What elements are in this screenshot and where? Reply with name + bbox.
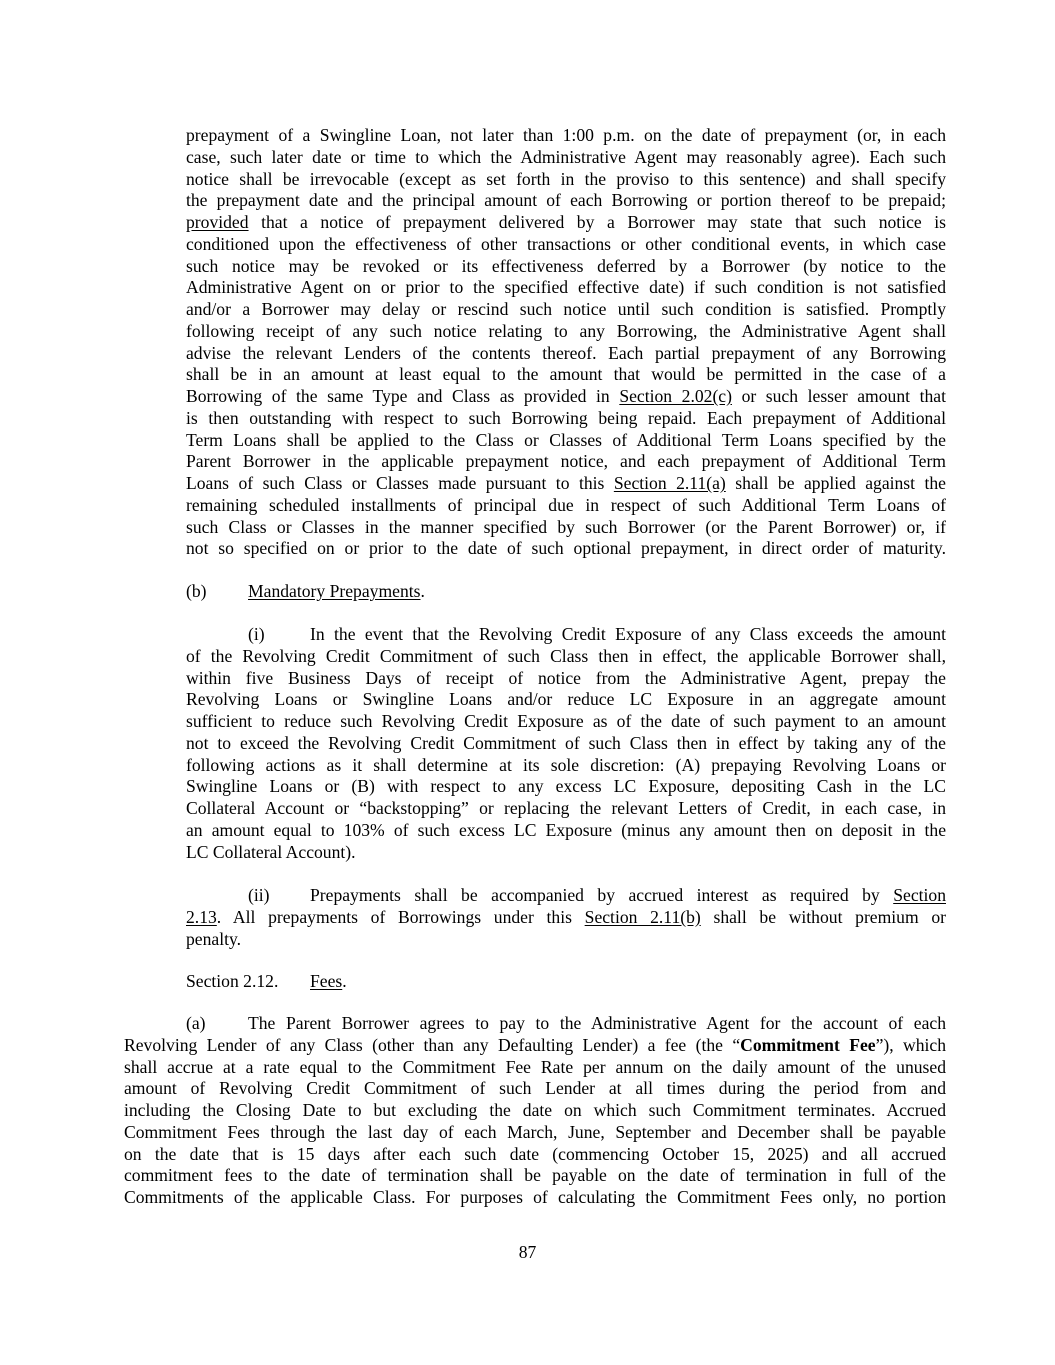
commitment-fee-defined-term: Commitment Fee [740, 1034, 876, 1055]
section-2-12-title: Fees [310, 971, 343, 991]
paragraph-b-i [186, 624, 946, 863]
text-line: (i) In the event that the Revolving Credit Exposure of any Class exceeds the amount [248, 624, 946, 644]
text-line: on the date that is 15 days after each such date (commencing October 15, 2025) and all accrued [124, 1143, 946, 1164]
text-line: provided that a notice of prepayment delivered by a Borrower may state that such notice is [186, 212, 946, 232]
text-line: Collateral Account or “backstopping” or replacing the relevant Letters of Credit, in each case, in [186, 798, 946, 818]
paragraph-ii-label: (ii) [248, 885, 270, 905]
text-line: amount of Revolving Credit Commitment of such Lender at all times during the period from and [124, 1078, 946, 1099]
text-line: notice shall be irrevocable (except as set forth in the proviso to this sentence) and shall specify [186, 168, 946, 189]
text-line: shall accrue at a rate equal to the Commitment Fee Rate per annum on the daily amount of the unused [124, 1056, 946, 1077]
section-2-12-label: Section 2.12. [186, 971, 279, 991]
text-line: is then outstanding with respect to such Borrowing being repaid. Each prepayment of Additional [186, 407, 946, 428]
text-line: LC Collateral Account). [186, 841, 356, 862]
text-line: penalty. [186, 928, 242, 949]
text-line: Borrowing of the same Type and Class as provided in Section 2.02(c) or such lesser amount that [186, 386, 946, 406]
paragraph-i-label: (i) [248, 624, 265, 644]
heading-b-title: Mandatory Prepayments [248, 581, 421, 601]
text-line: remaining scheduled installments of principal due in respect of such Additional Term Loans of [186, 494, 946, 515]
paragraph-a-label: (a) [186, 1013, 206, 1033]
text-line: Commitments of the applicable Class. For purposes of calculating the Commitment Fees only, no portion [124, 1187, 946, 1207]
section-2-11b-reference: Section 2.11(b) [584, 906, 701, 927]
text-line: not so specified on or prior to the date of such optional prepayment, in direct order of maturity. [186, 538, 946, 559]
heading-b-label: (b) [186, 581, 207, 601]
section-2-11a-reference: Section 2.11(a) [613, 473, 726, 493]
text-line: case, such later date or time to which the Administrative Agent may reasonably agree). Each such [186, 146, 946, 167]
text-line: Swingline Loans or (B) with respect to any excess LC Exposure, depositing Cash in the LC [186, 776, 946, 797]
section-2-02c-reference: Section 2.02(c) [619, 386, 732, 406]
text-line: of the Revolving Credit Commitment of such Class then in effect, the applicable Borrower shall, [186, 645, 946, 666]
text-line: Loans of such Class or Classes made pursuant to this Section 2.11(a) shall be applied against the [186, 473, 946, 493]
text-line: shall be in an amount at least equal to the amount that would be permitted in the case of a [186, 364, 946, 385]
text-line: Parent Borrower in the applicable prepayment notice, and each prepayment of Additional Term [186, 451, 946, 472]
text-line: following receipt of any such notice relating to any Borrowing, the Administrative Agent shall [186, 320, 946, 341]
text-line: such notice may be revoked or its effectiveness deferred by a Borrower (by notice to the [186, 255, 946, 276]
text-line: the prepayment date and the principal amount of each Borrowing or portion thereof to be prepaid; [186, 190, 946, 211]
text-line: Term Loans shall be applied to the Class or Classes of Additional Term Loans specified by the [186, 429, 946, 450]
text-line: such Class or Classes in the manner specified by such Borrower (or the Parent Borrower) or, if [186, 516, 946, 537]
text-line: and/or a Borrower may delay or rescind such notice until such condition is satisfied. Promptly [186, 299, 946, 319]
paragraph-prepayment-notice [186, 125, 946, 560]
provided-term: provided [186, 212, 249, 232]
text-line: Revolving Lender of any Class (other than any Defaulting Lender) a fee (the “Commitment Fee”), which [124, 1034, 946, 1055]
text-line: not to exceed the Revolving Credit Commitment of such Class then in effect by taking any of the [186, 732, 946, 753]
text-line: within five Business Days of receipt of notice from the Administrative Agent, prepay the [186, 667, 946, 688]
text-line: advise the relevant Lenders of the contents thereof. Each partial prepayment of any Borrowing [186, 342, 946, 363]
paragraph-fees-a [124, 1013, 946, 1209]
text-line: including the Closing Date to but excluding the date on which such Commitment terminates. Accrued [124, 1100, 946, 1120]
paragraph-b-ii [186, 885, 946, 950]
page-number: 87 [518, 1242, 537, 1262]
text-line: following actions as it shall determine at its sole discretion: (A) prepaying Revolving Loans or [186, 754, 946, 775]
text-line: sufficient to reduce such Revolving Credit Exposure as of the date of such payment to an amount [186, 711, 946, 731]
text-line: (a) The Parent Borrower agrees to pay to the Administrative Agent for the account of each [186, 1013, 946, 1033]
text-line: Administrative Agent on or prior to the specified effective date) if such condition is not satisfied [186, 277, 946, 298]
text-line: commitment fees to the date of termination shall be payable on the date of termination in full of the [124, 1165, 946, 1186]
text-line: (ii) Prepayments shall be accompanied by accrued interest as required by Section [248, 885, 946, 905]
section-2-12-heading: Section 2.12. Fees. [186, 971, 347, 991]
text-line: Commitment Fees through the last day of each March, June, September and December shall be payable [124, 1121, 946, 1142]
text-line: 2.13. All prepayments of Borrowings under this Section 2.11(b) shall be without premium or [186, 906, 947, 927]
section-2-13-reference: Section [893, 885, 946, 905]
text-line: conditioned upon the effectiveness of other transactions or other conditional events, in which case [186, 233, 946, 254]
text-line: Revolving Loans or Swingline Loans and/or reduce LC Exposure in an aggregate amount [186, 689, 946, 710]
text-line: an amount equal to 103% of such excess LC Exposure (minus any amount then on deposit in the [186, 819, 946, 840]
heading-mandatory-prepayments: (b) Mandatory Prepayments. [186, 581, 425, 601]
section-2-13-reference-number: 2.13 [186, 906, 217, 927]
text-line: prepayment of a Swingline Loan, not later than 1:00 p.m. on the date of prepayment (or, in each [186, 125, 946, 145]
